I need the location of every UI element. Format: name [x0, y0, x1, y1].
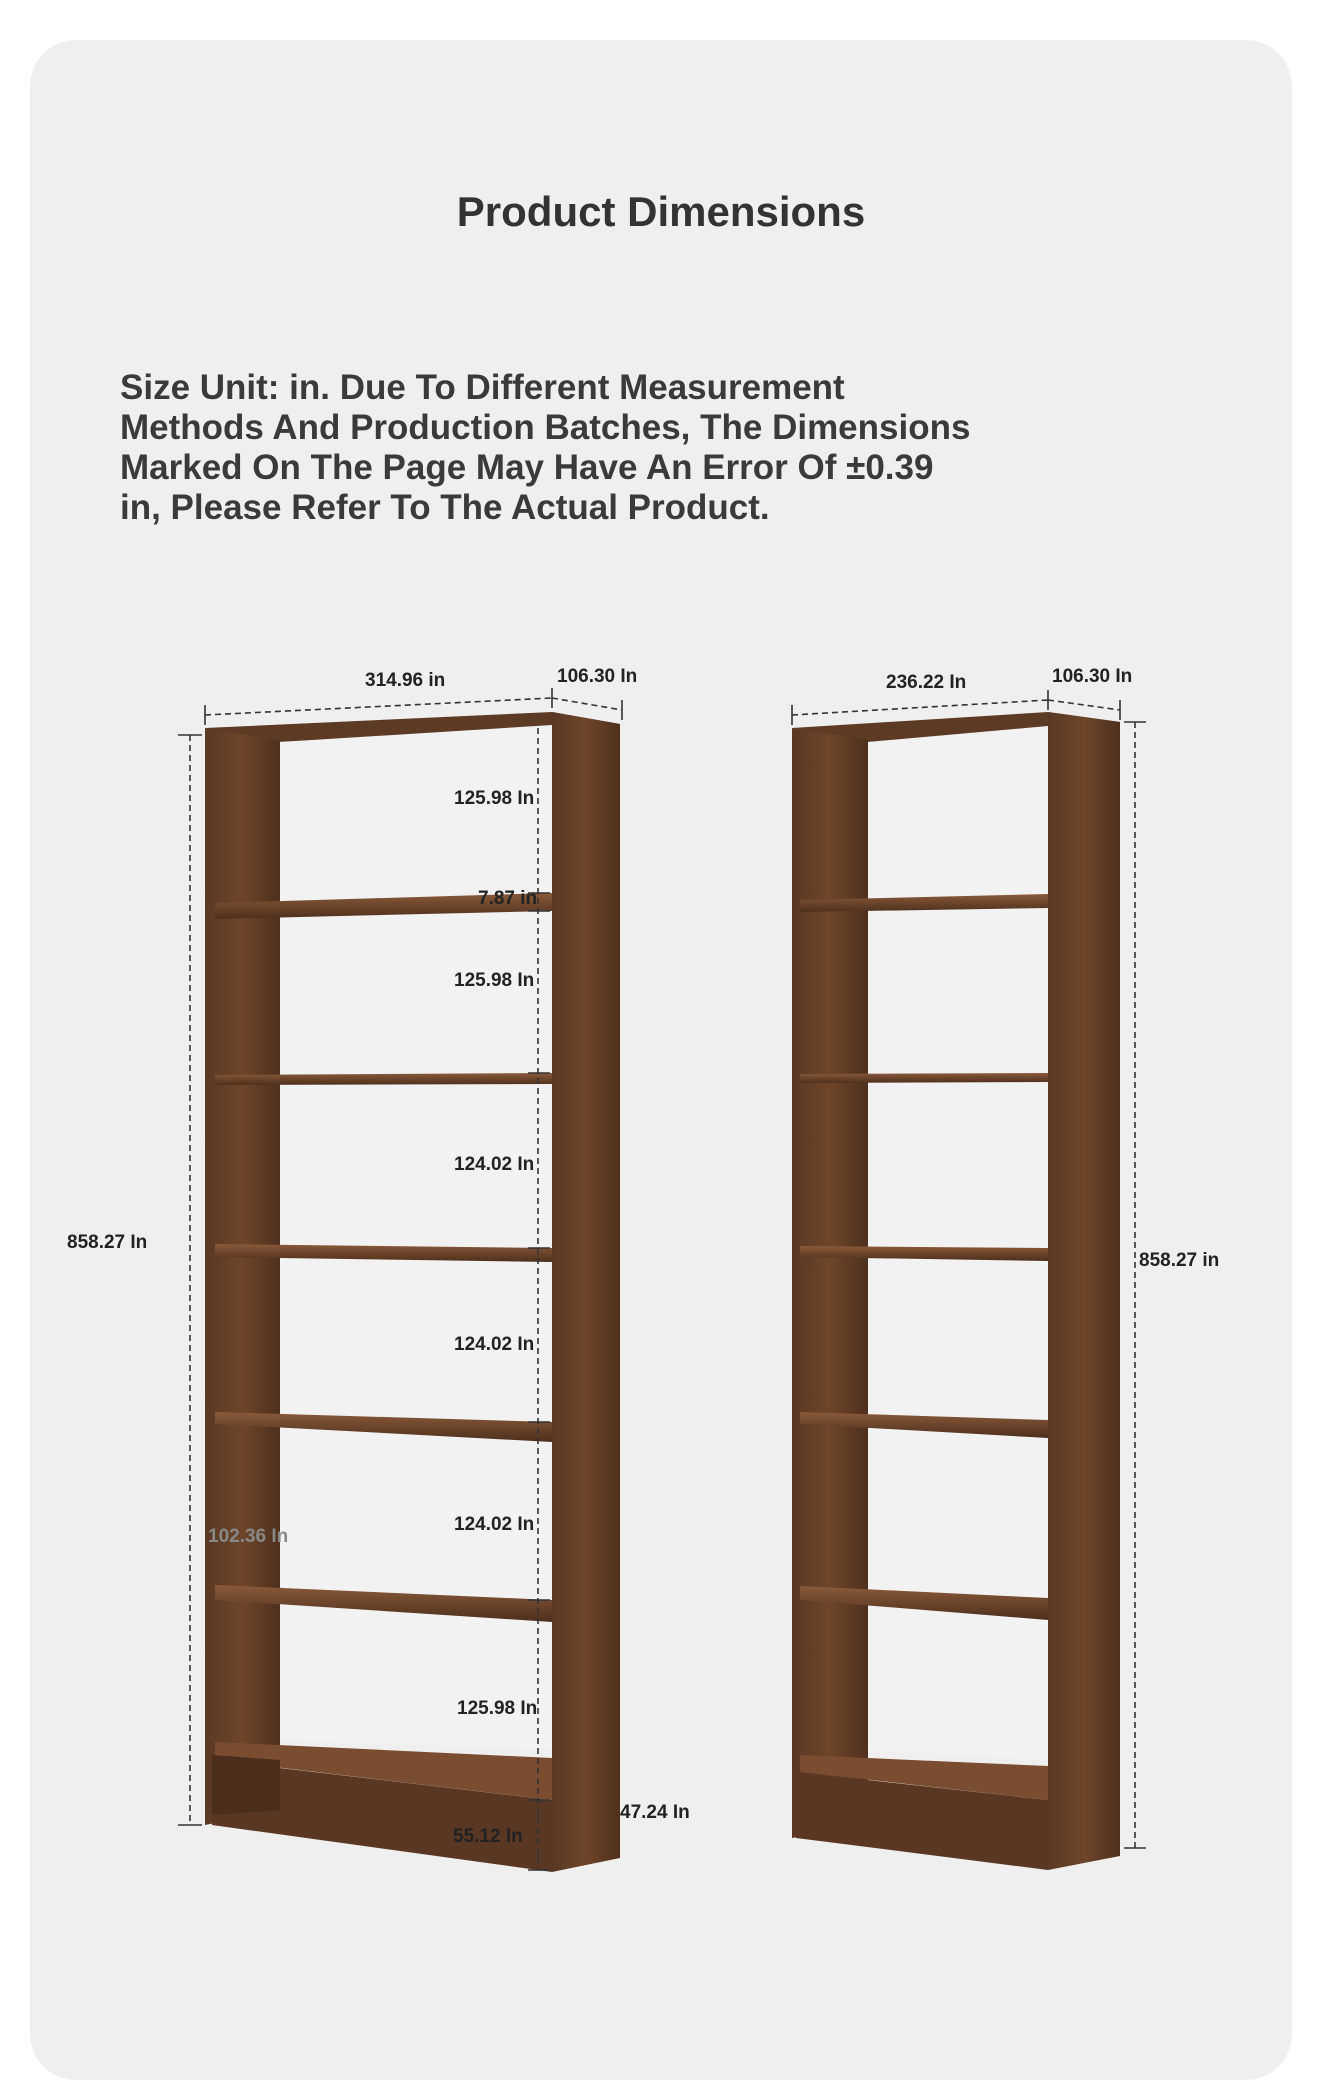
left-depth-label: 106.30 In [557, 666, 638, 687]
page-title: Product Dimensions [456, 188, 866, 235]
size-note-line: Marked On The Page May Have An Error Of ±0.39 [120, 448, 934, 487]
size-note-line: in, Please Refer To The Actual Product. [120, 488, 770, 527]
left-gap-label: 125.98 In [454, 970, 535, 991]
left-gap-label: 124.02 In [454, 1334, 535, 1355]
right-width-label: 236.22 In [886, 672, 967, 693]
left-shelf-base-inner [212, 1755, 280, 1815]
left-gap-label: 125.98 In [457, 1698, 538, 1719]
left-base-label: 55.12 In [453, 1826, 523, 1847]
left-gap-label: 125.98 In [454, 788, 535, 809]
right-depth-label: 106.30 In [1052, 666, 1133, 687]
right-bookshelf [792, 712, 1120, 1870]
left-shelf-board [215, 1073, 552, 1085]
left-bookshelf [205, 712, 620, 1872]
left-gap-label: 124.02 In [454, 1514, 535, 1535]
left-shelf-right-panel [552, 712, 620, 1872]
right-shelf-left-panel [792, 728, 868, 1838]
left-height-label: 858.27 In [67, 1232, 148, 1253]
right-shelf-board [800, 1073, 1048, 1083]
left-inner-label: 102.36 In [208, 1526, 289, 1547]
left-side-depth-label: 47.24 In [620, 1802, 690, 1823]
left-shelf-left-panel [205, 728, 280, 1825]
left-thickness-label: 7.87 in [478, 888, 538, 909]
size-note-line: Size Unit: in. Due To Different Measurement [120, 368, 845, 407]
right-height-label: 858.27 in [1139, 1250, 1220, 1271]
left-gap-label: 124.02 In [454, 1154, 535, 1175]
left-width-label: 314.96 in [365, 670, 446, 691]
right-shelf-right-panel [1048, 712, 1120, 1870]
size-note-line: Methods And Production Batches, The Dimensions [120, 408, 971, 447]
